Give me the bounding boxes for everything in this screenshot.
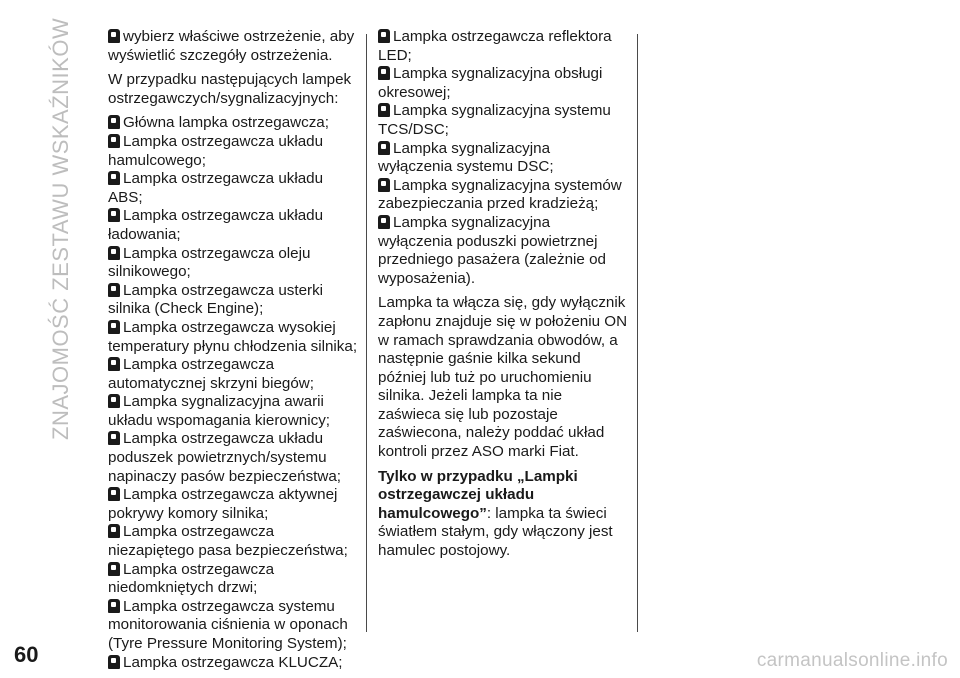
- note-heading: Tylko w przypadku „Lampki ostrzegawczej układu hamulcowego”: [378, 467, 578, 522]
- warning-lamp-icon: [378, 215, 390, 229]
- list-item: Lampka ostrzegawcza układu poduszek powietrznych/systemu napinaczy pasów bezpieczeństwa;: [108, 430, 342, 485]
- list-item: Lampka ostrzegawcza reflektora LED;: [378, 28, 612, 64]
- list-item: Lampka ostrzegawcza oleju silnikowego;: [108, 244, 311, 281]
- list-item: Lampka ostrzegawcza układu hamulcowego;: [108, 132, 324, 169]
- warning-lamp-icon: [108, 208, 120, 222]
- column-divider-right: [637, 34, 638, 632]
- warning-lamp-icon: [378, 141, 390, 155]
- warning-lamp-icon: [108, 394, 120, 408]
- lead-paragraph: W przypadku następujących lampek ostrzegawczych/sygnalizacyjnych:: [108, 71, 352, 107]
- list-item: Lampka ostrzegawcza KLUCZA;: [108, 654, 358, 673]
- list-item: Lampka ostrzegawcza niezapiętego pasa bezpieczeństwa;: [108, 523, 348, 560]
- list-item: Lampka sygnalizacyjna wyłączenia poduszki powietrznej przedniego pasażera (zależnie od wyposażenia).: [378, 213, 606, 287]
- list-item: Lampka ostrzegawcza układu ładowania;: [108, 207, 324, 243]
- list-item: Lampka ostrzegawcza wysokiej temperatury płynu chłodzenia silnika;: [108, 318, 358, 355]
- lamp-list-1: [108, 114, 358, 672]
- warning-lamp-icon: [108, 431, 120, 445]
- warning-lamp-icon: [108, 357, 120, 371]
- column-divider-left: [366, 34, 367, 632]
- warning-lamp-icon: [108, 171, 120, 185]
- list-item: Główna lampka ostrzegawcza;: [108, 114, 358, 133]
- lamp-list-2: [378, 28, 628, 288]
- warning-lamp-icon: [108, 320, 120, 334]
- warning-lamp-icon: [108, 487, 120, 501]
- list-item: Lampka ostrzegawcza automatycznej skrzyni biegów;: [108, 356, 314, 392]
- warning-lamp-icon: [108, 562, 120, 576]
- note-paragraph: [378, 468, 628, 561]
- list-item: Lampka sygnalizacyjna systemu TCS/DSC;: [378, 102, 611, 138]
- warning-lamp-icon: [108, 655, 120, 669]
- list-item: Lampka ostrzegawcza układu ABS;: [108, 170, 324, 206]
- list-item: Lampka sygnalizacyjna systemów zabezpieczania przed kradzieżą;: [378, 176, 622, 213]
- warning-lamp-icon: [108, 599, 120, 613]
- warning-lamp-icon: [108, 134, 120, 148]
- side-section-title: ZNAJOMOŚĆ ZESTAWU WSKAŹNIKÓW: [48, 17, 73, 440]
- text-column-1: [108, 28, 358, 678]
- warning-lamp-icon: [108, 524, 120, 538]
- body-paragraph: Lampka ta włącza się, gdy wyłącznik zapłonu znajduje się w położeniu ON w ramach sprawdzania obwodów, a następnie gaśnie kilka sekund później lub tuż po uruchomieniu silnika. Jeżeli lampka ta nie zaświeca się lub pozostaje zaświecona, należy poddać układ kontroli przez ASO marki Fiat.: [378, 294, 628, 461]
- intro-item: wybierz właściwe ostrzeżenie, aby wyświetlić szczegóły ostrzeżenia.: [108, 28, 355, 64]
- list-item: Lampka sygnalizacyjna wyłączenia systemu DSC;: [378, 139, 554, 176]
- warning-lamp-icon: [108, 115, 120, 129]
- warning-lamp-icon: [108, 246, 120, 260]
- warning-lamp-icon: [378, 29, 390, 43]
- list-item: Lampka sygnalizacyjna awarii układu wspomagania kierownicy;: [108, 393, 331, 429]
- list-item: Lampka sygnalizacyjna obsługi okresowej;: [378, 65, 603, 101]
- warning-lamp-icon: [108, 29, 120, 43]
- list-item: Lampka ostrzegawcza niedomkniętych drzwi;: [108, 560, 275, 597]
- list-item: Lampka ostrzegawcza aktywnej pokrywy komory silnika;: [108, 486, 338, 522]
- list-item: Lampka ostrzegawcza systemu monitorowania ciśnienia w oponach (Tyre Pressure Monitoring System);: [108, 597, 348, 652]
- list-item: Lampka ostrzegawcza usterki silnika (Check Engine);: [108, 281, 324, 318]
- warning-lamp-icon: [378, 66, 390, 80]
- warning-lamp-icon: [378, 178, 390, 192]
- note-text: : lampka ta świeci światłem stałym, gdy włączony jest hamulec postojowy.: [378, 504, 613, 560]
- text-column-2: [378, 28, 628, 567]
- warning-lamp-icon: [108, 283, 120, 297]
- warning-lamp-icon: [378, 103, 390, 117]
- page-number: 60: [14, 642, 39, 667]
- watermark-text: carmanualsonline.info: [756, 650, 948, 671]
